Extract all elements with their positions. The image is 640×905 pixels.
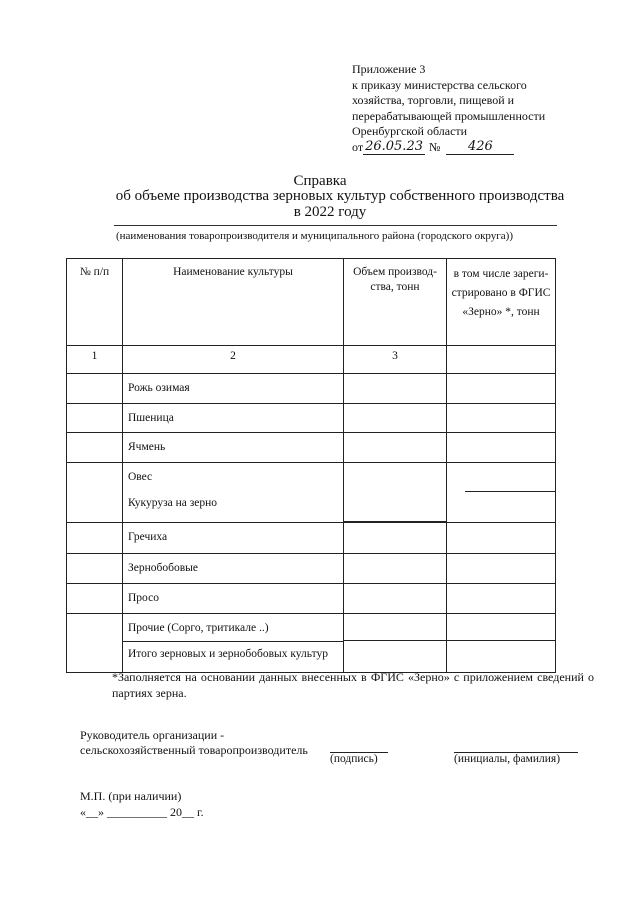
table-row [67,584,556,614]
row-number-cell [67,523,123,554]
registered-cell [447,554,556,584]
date-prefix: от [352,139,364,154]
crop-oats: Овес [128,471,153,483]
registered-cell [447,463,556,523]
header-col-crop: Наименование культуры [123,259,344,346]
header-row [67,259,556,346]
crop-other: Прочие (Сорго, тритикале ..) [128,622,269,634]
column-number: 3 [344,346,447,374]
row-number-cell [67,554,123,584]
row-number-cell [67,404,123,433]
registered-cell [447,584,556,614]
registered-cell [447,523,556,554]
column-number [447,346,556,374]
footnote: *Заполняется на основании данных внесенных в ФГИС «Зерно» с приложением сведений о партиях зерна. [112,670,594,700]
appendix-line: Приложение 3 [352,62,426,76]
signature-caption: (подпись) [330,753,378,765]
document-subtitle: об объеме производства зерновых культур собственного производства [115,188,565,204]
name-caption: (инициалы, фамилия) [454,753,561,765]
row-number-cell [67,584,123,614]
table-row [67,463,556,523]
crop-name-cell [123,614,344,673]
crop-name-cell: Гречиха [123,523,344,554]
row-number-cell [67,614,123,673]
volume-cell [344,554,447,584]
appendix-line: перерабатывающей промышленности [352,108,546,123]
registered-cell [447,374,556,404]
table-row [67,404,556,433]
crop-corn: Кукуруза на зерно [128,497,218,509]
registered-cell [447,614,556,673]
row-number-cell [67,433,123,463]
stamp-date-line: «__» __________ 20__ г. [80,805,204,819]
registered-cell [447,404,556,433]
signer-role-line: Руководитель организации - [80,728,225,742]
volume-cell [344,614,447,673]
volume-cell [344,374,447,404]
row-number-cell [67,463,123,523]
column-number: 1 [67,346,123,374]
crop-name-cell: Зернобобовые [123,554,344,584]
document-title: Справка [293,173,347,189]
table-row [67,614,556,673]
crop-name-cell [123,463,344,523]
order-date-line [352,140,545,156]
signer-role [80,728,308,758]
appendix-line: хозяйства, торговли, пищевой и [352,93,515,107]
volume-cell [344,584,447,614]
header-col-volume: Объем производ-ства, тонн [344,259,447,346]
volume-cell [344,523,447,554]
stamp-label: М.П. (при наличии) [80,789,182,803]
crop-name-cell: Пшеница [123,404,344,433]
crop-name-cell: Просо [123,584,344,614]
header-col-number: № п/п [67,259,123,346]
crop-name-cell: Рожь озимая [123,374,344,404]
stamp-block [80,788,204,820]
table-row [67,374,556,404]
table-row [67,523,556,554]
appendix-line: Оренбургской области [352,124,468,138]
signer-role-line: сельскохозяйственный товаропроизводитель [80,743,308,757]
crop-table [66,258,556,673]
crop-total: Итого зерновых и зернобобовых культур [128,648,328,660]
volume-cell [344,433,447,463]
order-number: 426 [446,140,514,155]
appendix-block [352,62,545,155]
row-number-cell [67,374,123,404]
order-date: 26.05.23 [365,139,423,154]
header-col-registered: в том числе зареги-стрировано в ФГИС «Зерно» *, тонн [447,259,556,346]
volume-cell [344,404,447,433]
column-number-row [67,346,556,374]
volume-cell [344,463,447,523]
column-number: 2 [123,346,344,374]
crop-name-cell: Ячмень [123,433,344,463]
appendix-line: к приказу министерства сельского [352,77,527,92]
registered-cell [447,433,556,463]
org-name-line [114,225,557,226]
number-prefix: № [428,139,441,154]
table-row [67,433,556,463]
table-row [67,554,556,584]
document-year: в 2022 году [293,204,367,220]
org-name-caption: (наименования товаропроизводителя и муниципального района (городского округа)) [116,230,513,242]
